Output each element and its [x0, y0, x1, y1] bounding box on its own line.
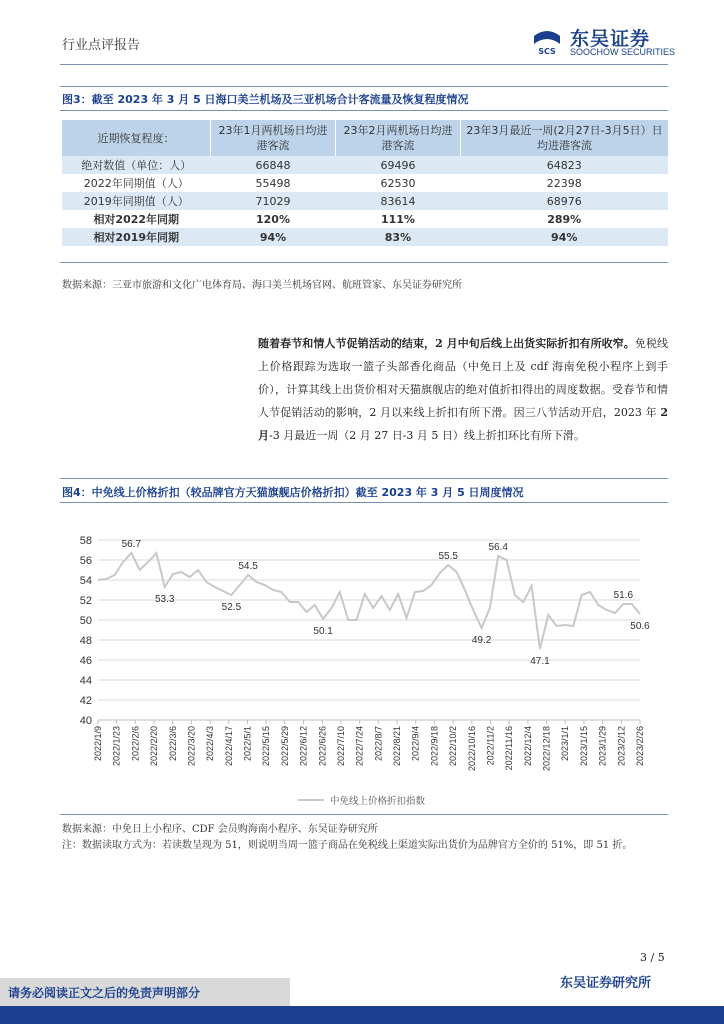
page-number: 3 / 5	[640, 951, 665, 964]
x-tick-label: 2022/8/7	[373, 726, 384, 762]
table-row	[62, 192, 668, 210]
table-cell: 绝对数值（单位：人）	[62, 156, 211, 174]
disclaimer-box	[0, 978, 290, 1006]
fig3-source: 数据来源：三亚市旅游和文化广电体育局、海口美兰机场官网、航班管家、东吴证券研究所	[62, 280, 462, 291]
table-cell: 111%	[380, 212, 415, 226]
y-tick-label: 54	[79, 575, 92, 587]
paragraph-lead: 随着春节和情人节促销活动的结束，2 月中旬后线上出货实际折扣有所收窄。	[258, 337, 635, 350]
fig4-source: 数据来源：中免日上小程序、CDF 会员购海南小程序、东吴证券研究所	[62, 824, 378, 835]
x-tick-label: 2022/1/9	[93, 726, 103, 762]
data-label: 55.5	[438, 551, 458, 562]
table-header-cell: 近期恢复程度：	[62, 120, 211, 156]
fig4-note: 注：数据读取方式为：若读数呈现为 51，则说明当周一篮子商品在免税线上渠道实际出货价为品牌官方全价的 51%，即 51 折。	[62, 840, 633, 851]
table-cell: 71029	[211, 192, 336, 210]
x-tick-label: 2022/3/20	[186, 726, 197, 767]
x-tick-label: 2022/5/1	[242, 726, 253, 762]
fig3-top-rule	[60, 86, 668, 87]
table-row	[62, 228, 668, 246]
footer-bar	[0, 1006, 724, 1024]
x-tick-label: 2022/4/3	[205, 726, 216, 762]
legend-label: 中免线上价格折扣指数	[330, 796, 426, 807]
x-tick-label: 2022/10/16	[466, 726, 477, 772]
x-tick-label: 2022/7/24	[354, 726, 365, 767]
x-tick-label: 2022/9/4	[410, 726, 421, 762]
table-header-cell: 23年2月两机场日均进港客流	[335, 120, 460, 156]
data-label: 54.5	[238, 561, 258, 572]
fig4-title-rule	[60, 502, 668, 503]
logo-badge-text: SCS	[538, 47, 556, 56]
paragraph-text-end: -3 月最近一周（2 月 27 日-3 月 5 日）线上折扣环比有所下滑。	[269, 429, 585, 442]
table-header-row	[62, 120, 668, 156]
data-label: 56.4	[488, 542, 508, 553]
fig4-bottom-rule	[60, 814, 668, 815]
chart-x-ticks	[93, 720, 645, 771]
x-tick-label: 2022/6/26	[317, 726, 328, 767]
institute-name: 东吴证券研究所	[560, 976, 652, 991]
table-cell: 62530	[380, 176, 416, 190]
series-line	[98, 553, 640, 649]
table-row	[62, 156, 668, 174]
table-cell: 94%	[211, 228, 336, 246]
x-tick-label: 2022/7/10	[335, 726, 346, 767]
fig4-line-chart	[62, 512, 668, 810]
data-label: 52.5	[221, 602, 242, 613]
table-cell: 83%	[335, 228, 460, 246]
y-tick-label: 48	[79, 635, 92, 647]
data-label: 51.6	[613, 590, 634, 601]
table-cell: 相对2022年同期	[93, 213, 180, 226]
data-label: 56.7	[121, 539, 142, 550]
table-cell: 120%	[255, 212, 290, 226]
x-tick-label: 2022/11/2	[485, 726, 496, 766]
table-header-cell: 23年3月最近一周(2月27日-3月5日）日均进港客流	[460, 120, 668, 156]
fig3-title-rule	[60, 110, 668, 111]
data-label: 53.3	[154, 594, 175, 605]
report-type-label: 行业点评报告	[62, 38, 141, 53]
y-tick-label: 44	[79, 675, 92, 687]
table-cell: 289%	[547, 212, 582, 226]
table-cell: 83614	[335, 192, 460, 210]
x-tick-label: 2022/9/18	[429, 726, 440, 767]
x-tick-label: 2022/1/23	[111, 726, 122, 767]
logo-sub-text: SOOCHOW SECURITIES	[570, 47, 676, 57]
company-logo	[530, 22, 680, 62]
x-tick-label: 2022/5/15	[261, 726, 272, 767]
fig3-title: 图3：截至 2023 年 3 月 5 日海口美兰机场及三亚机场合计客流量及恢复程度情况	[62, 93, 469, 106]
table-cell: 64823	[460, 156, 668, 174]
paragraph-emphasis: 2 月	[258, 406, 668, 442]
disclaimer-text: 请务必阅读正文之后的免责声明部分	[8, 986, 201, 1000]
data-label: 50.1	[313, 626, 333, 637]
y-tick-label: 40	[79, 715, 92, 727]
paragraph-text: 免税线上价格跟踪为选取一篮子头部香化商品（中免日上及 cdf 海南免税小程序上到手价），计算其线上出货价相对天猫旗舰店的绝对值折扣得出的周度数据。受春节和情人节促销活动的影响，2 月以来线上折扣有所下滑。因三八节活动开启，2023 年	[258, 337, 668, 419]
y-tick-label: 50	[79, 615, 92, 627]
table-cell: 68976	[460, 192, 668, 210]
x-tick-label: 2022/2/20	[149, 726, 160, 767]
x-tick-label: 2022/12/18	[541, 726, 552, 772]
y-tick-label: 56	[79, 555, 92, 567]
x-tick-label: 2022/5/29	[279, 726, 290, 767]
y-tick-label: 46	[79, 655, 92, 667]
table-row	[62, 210, 668, 228]
fig3-bottom-rule	[60, 262, 668, 263]
body-paragraph	[258, 332, 668, 447]
table-cell: 相对2019年同期	[62, 228, 211, 246]
y-tick-label: 42	[79, 695, 92, 707]
y-tick-label: 58	[79, 535, 92, 547]
table-cell: 22398	[546, 176, 582, 190]
x-tick-label: 2022/6/12	[298, 726, 309, 767]
x-tick-label: 2023/1/29	[597, 726, 608, 767]
y-tick-label: 52	[79, 595, 92, 607]
table-cell: 2019年同期值（人）	[62, 192, 211, 210]
logo-emblem-icon	[530, 24, 564, 58]
x-tick-label: 2022/11/16	[504, 726, 515, 771]
x-tick-label: 2022/2/6	[130, 726, 141, 762]
x-tick-label: 2023/2/26	[635, 726, 645, 767]
chart-y-ticks	[80, 535, 92, 727]
x-tick-label: 2022/3/6	[167, 726, 178, 762]
logo-main-text: 东吴证券	[570, 28, 651, 50]
chart-legend	[298, 795, 426, 807]
table-row	[62, 174, 668, 192]
fig3-table	[62, 120, 668, 246]
table-cell: 2022年同期值（人）	[83, 177, 189, 190]
table-cell: 66848	[211, 156, 336, 174]
chart-gridlines	[98, 540, 640, 720]
table-cell: 94%	[460, 228, 668, 246]
x-tick-label: 2022/12/4	[522, 726, 533, 767]
data-label: 50.6	[630, 621, 650, 632]
data-label: 47.1	[530, 656, 550, 667]
x-tick-label: 2022/10/2	[448, 726, 459, 767]
x-tick-label: 2022/4/17	[223, 726, 234, 767]
fig4-top-rule	[60, 478, 668, 479]
header-divider	[60, 64, 668, 65]
x-tick-label: 2023/1/15	[578, 726, 589, 767]
table-cell: 69496	[335, 156, 460, 174]
table-header-cell: 23年1月两机场日均进港客流	[211, 120, 336, 156]
data-label: 49.2	[471, 635, 492, 646]
table-cell: 55498	[255, 176, 291, 190]
x-tick-label: 2022/8/21	[392, 726, 403, 767]
x-tick-label: 2023/1/1	[560, 726, 571, 762]
fig4-title: 图4：中免线上价格折扣（较品牌官方天猫旗舰店价格折扣）截至 2023 年 3 月 5 日周度情况	[62, 486, 524, 499]
x-tick-label: 2023/2/12	[616, 726, 627, 767]
